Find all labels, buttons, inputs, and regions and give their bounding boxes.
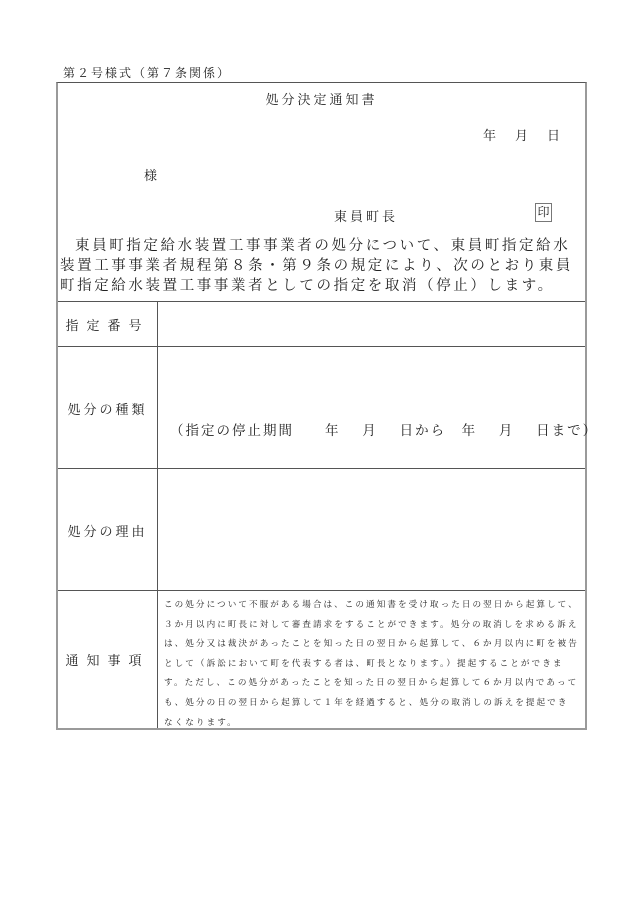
disposition-reason-value[interactable] (158, 469, 585, 591)
seal-mark: 印 (535, 203, 552, 222)
date-field (465, 125, 561, 144)
table-row-disposition-type (58, 346, 599, 469)
notice-items-text: この処分について不服がある場合は、この通知書を受け取った日の翌日から起算して、３か月以内に町長に対して審査請求をすることができます。処分の取消しを求める訴えは、処分又は裁決があったことを知った日の翌日から起算して、６か月以内に町を被告として（訴訟において町を代表する者は、町長となります。）提起することができます。ただし、この処分があったことを知った日の翌日から起算して６か月以内であっても、処分の日の翌日から起算して１年を経過すると、処分の取消しの訴えを提起できなくなります。 (164, 600, 579, 728)
addressee-suffix: 様 (144, 169, 158, 184)
table-row-designation-number (58, 301, 585, 347)
document-title: 処分決定通知書 (265, 93, 378, 108)
disposition-reason-label: 処分の理由 (58, 469, 158, 591)
table-row-disposition-reason (58, 468, 585, 591)
disposition-type-value[interactable] (158, 347, 599, 469)
notice-form (56, 82, 599, 730)
notice-body-text: 東員町指定給水装置工事事業者の処分について、東員町指定給水装置工事事業者規程第８条・第９条の規定により、次のとおり東員町指定給水装置工事事業者としての指定を取消（停止）します。 (60, 238, 573, 294)
disposition-type-label: 処分の種類 (58, 347, 158, 469)
date-year-label: 年 (482, 129, 497, 144)
suspension-period-text: （指定の停止期間 年 月 日から 年 月 日まで） (170, 423, 599, 439)
date-month-label: 月 (514, 129, 529, 144)
notice-items-label: 通知事項 (58, 591, 158, 728)
designation-number-label: 指定番号 (58, 302, 158, 347)
details-table (58, 301, 599, 728)
designation-number-value[interactable] (158, 302, 585, 347)
form-number-label: 第２号様式（第７条関係） (63, 66, 232, 80)
table-row-notice-items (58, 590, 585, 728)
issuer-name: 東員町長 (334, 210, 399, 225)
date-day-label: 日 (546, 129, 561, 144)
